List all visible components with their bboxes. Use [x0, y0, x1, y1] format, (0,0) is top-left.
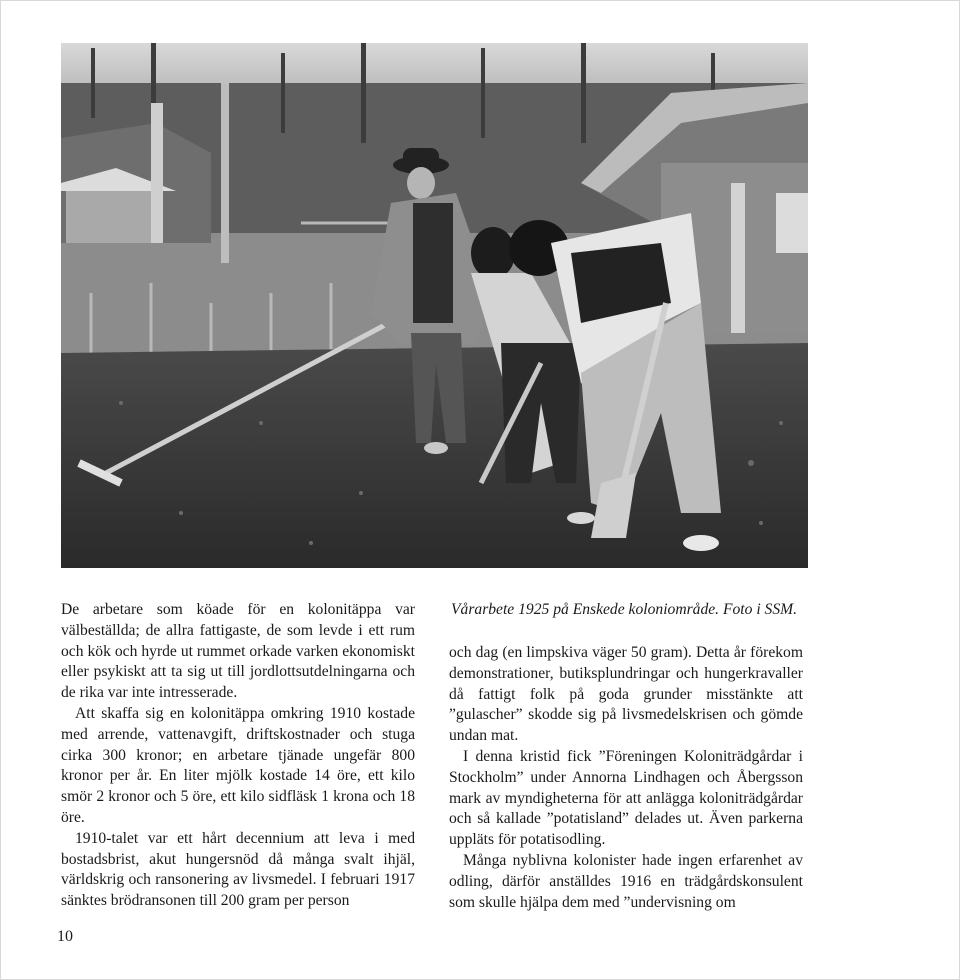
left-text-column	[61, 600, 415, 912]
paragraph: och dag (en limpskiva väger 50 gram). Detta år förekom demonstrationer, butiksplundringar och hungerkravaller då fattigt folk på goda grunder misstänkte att ”gulascher” skodde sig på livsmedelskrisen och gömde undan mat.	[449, 644, 803, 745]
page-number: 10	[57, 928, 73, 945]
paragraph: De arbetare som köade för en kolonitäppa var välbeställda; de allra fattigaste, de som levde i ett rum och kök och hyrde ut rummet orkade varken ekonomiskt eller psykiskt att ta sig ut till jordlottsutdelningarna och de rika var inte intresserade.	[61, 601, 415, 702]
photo-caption: Vårarbete 1925 på Enskede koloniområde. Foto i SSM.	[451, 601, 798, 618]
gardeners-photo	[61, 43, 808, 568]
photo-illustration	[61, 43, 808, 568]
paragraph: I denna kristid fick ”Föreningen Koloniträdgårdar i Stockholm” under Annorna Lindhagen och Åbergsson mark av myndigheterna för att anlägga koloniträdgårdar och så kallade ”potatisland” delades ut. Även parkerna uppläts för potatisodling.	[449, 747, 803, 849]
paragraph: Att skaffa sig en kolonitäppa omkring 1910 kostade med arrende, vattenavgift, driftskostnader och stuga cirka 300 kronor; en arbetare tjänade ungefär 800 kronor per år. En liter mjölk kostade 14 öre, ett kilo smör 2 kronor och 5 öre, ett kilo sidfläsk 1 krona och 18 öre.	[61, 704, 415, 826]
right-text-column	[449, 643, 803, 913]
paragraph: 1910-talet var ett hårt decennium att leva i med bostadsbrist, akut hungersnöd då många svalt ihjäl, världskrig och ransonering av livsmedel. I februari 1917 sänktes brödransonen till 200 gram per person	[61, 829, 415, 910]
paragraph: Många nyblivna kolonister hade ingen erfarenhet av odling, därför anställdes 1916 en trädgårdskonsulent som skulle hjälpa dem med ”undervisning om	[449, 851, 803, 911]
